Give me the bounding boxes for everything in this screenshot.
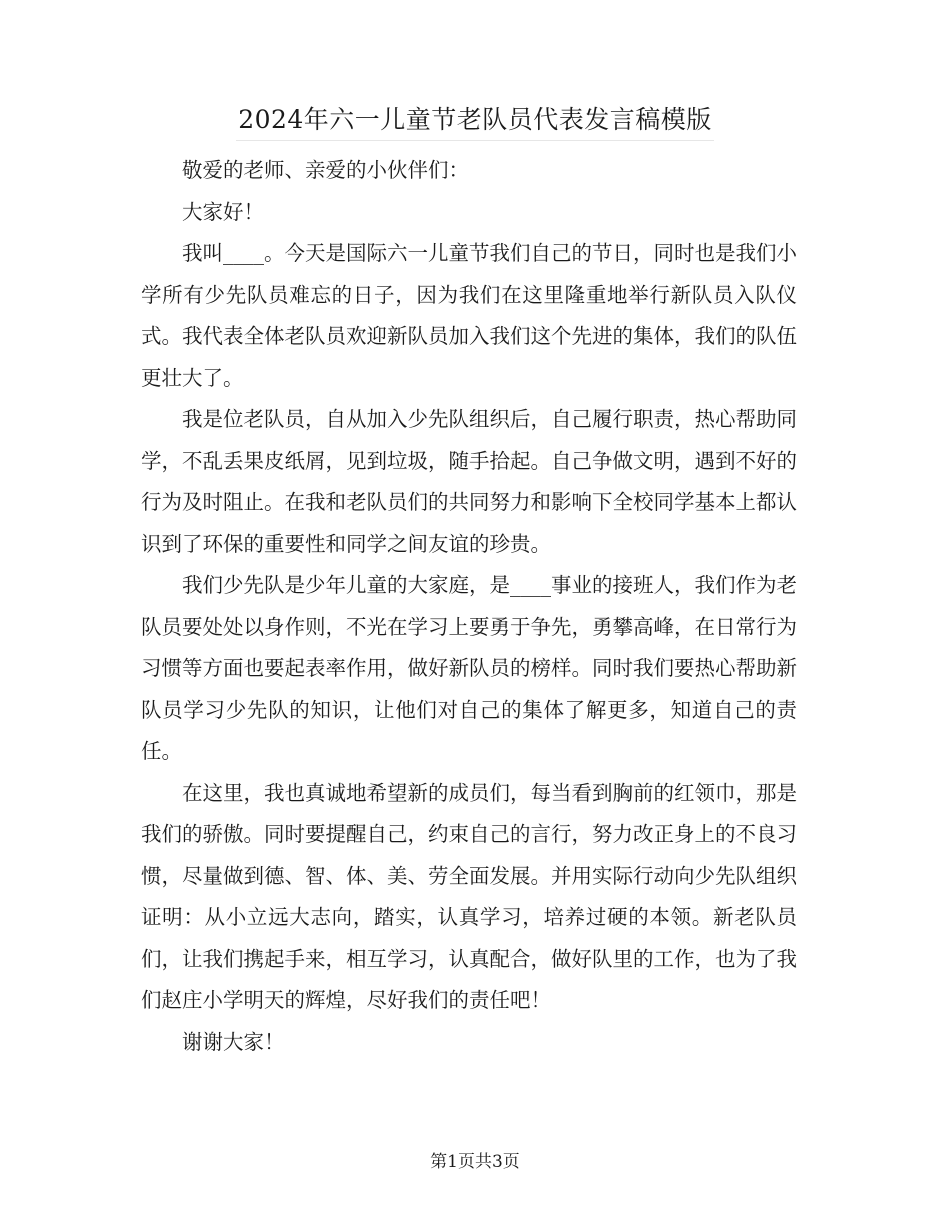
greeting: 大家好！ bbox=[182, 199, 264, 224]
document-body bbox=[141, 150, 797, 1063]
page-number: 第1页共3页 bbox=[430, 1152, 520, 1172]
paragraph-duties: 我是位老队员，自从加入少先队组织后，自己履行职责，热心帮助同学，不乱丢果皮纸屑，见到垃圾，随手拾起。自己争做文明，遇到不好的行为及时阻止。在我和老队员们的共同努力和影响下全校同学基本上都认识到了环保的重要性和同学之间友谊的珍贵。 bbox=[141, 407, 797, 556]
closing-thanks: 谢谢大家！ bbox=[182, 1029, 285, 1054]
salutation: 敬爱的老师、亲爱的小伙伴们： bbox=[182, 158, 469, 182]
paragraph-intro: 我叫____。今天是国际六一儿童节我们自己的节日，同时也是我们小学所有少先队员难忘的日子，因为我们在这里隆重地举行新队员入队仪式。我代表全体老队员欢迎新队员加入我们这个先进的集体，我们的队伍更壮大了。 bbox=[141, 241, 797, 390]
paragraph-role-model: 我们少先队是少年儿童的大家庭，是____事业的接班人，我们作为老队员要处处以身作则，不光在学习上要勇于争先，勇攀高峰，在日常行为习惯等方面也要起表率作用，做好新队员的榜样。同时我们要热心帮助新队员学习少先队的知识，让他们对自己的集体了解更多，知道自己的责任。 bbox=[141, 573, 797, 763]
paragraph-hopes: 在这里，我也真诚地希望新的成员们，每当看到胸前的红领巾，那是我们的骄傲。同时要提醒自己，约束自己的言行，努力改正身上的不良习惯，尽量做到德、智、体、美、劳全面发展。并用实际行动向少先队组织证明：从小立远大志向，踏实，认真学习，培养过硬的本领。新老队员们，让我们携起手来，相互学习，认真配合，做好队里的工作，也为了我们赵庄小学明天的辉煌，尽好我们的责任吧！ bbox=[141, 780, 797, 1012]
document-title: 2024年六一儿童节老队员代表发言稿模版 bbox=[236, 100, 714, 141]
title-container bbox=[0, 100, 950, 141]
